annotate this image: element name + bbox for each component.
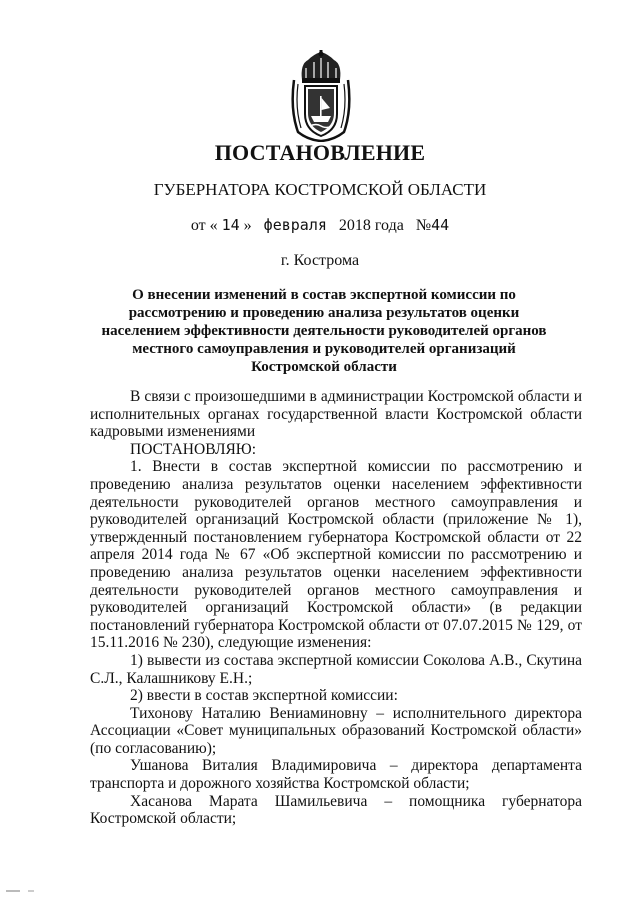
kostroma-coat-of-arms-icon — [288, 50, 354, 142]
city-label: г. Кострома — [280, 252, 360, 269]
date-prefix: от « — [190, 217, 218, 234]
new-member-khasanov: Хасанова Марата Шамильевича – помощника губернатора Костромской области; — [90, 792, 582, 828]
item-1-paragraph: 1. Внести в состав экспертной комиссии по рассмотрению и проведению анализа результатов оценки населением эффективности деятельности руководителей органов местного самоуправления и руководителей организаций Костромской области (приложение № 1), утвержденный постановлением губернатора Костромской области от 22 апреля 2014 года № 67 «Об экспертной комиссии по рассмотрению и проведению анализа результатов оценки населением эффективности деятельности руководителей органов местного самоуправления и руководителей организаций Костромской области» (в редакции постановлений губернатора Костромской области от 07.07.2015 № 129, от 15.11.2016 № 230), следующие изменения: — [90, 458, 582, 652]
issuer-title: ГУБЕРНАТОРА КОСТРОМСКОЙ ОБЛАСТИ — [153, 180, 487, 199]
date-mid: » — [243, 217, 252, 234]
date-year: 2018 года — [338, 217, 404, 234]
resolve-heading: ПОСТАНОВЛЯЮ: — [130, 440, 257, 458]
preamble-paragraph: В связи с произошедшими в администрации Костромской области и исполнительных органах государственной власти Костромской области кадровыми изменениями — [90, 388, 582, 441]
new-member-tikhonova: Тихонову Наталию Вениаминовну – исполнительного директора Ассоциации «Совет муниципальных образований Костромской области» (по согласованию); — [90, 704, 582, 757]
number-label: № — [415, 217, 432, 234]
document-subject: О внесении изменений в состав экспертной комиссии по рассмотрению и проведению анализа результатов оценки населением эффективности деятельности руководителей органов местного самоуправления и руководителей организаций Костромской области — [101, 287, 547, 375]
number-value: 44 — [431, 216, 450, 234]
date-line — [0, 216, 640, 235]
date-day: 14 — [221, 216, 240, 234]
item-1-sub-2: 2) ввести в состав экспертной комиссии: — [130, 687, 398, 705]
item-1-sub-1: 1) вывести из состава экспертной комиссии Соколова А.В., Скутина С.Л., Калашникову Е.Н.; — [90, 651, 582, 687]
date-month: февраля — [263, 216, 327, 234]
document-body — [90, 388, 582, 828]
new-member-ushanov: Ушанова Виталия Владимировича – директора департамента транспорта и дорожного хозяйства Костромской области; — [90, 757, 582, 793]
scan-artifact-mark — [6, 888, 46, 894]
document-title: ПОСТАНОВЛЕНИЕ — [214, 140, 426, 165]
